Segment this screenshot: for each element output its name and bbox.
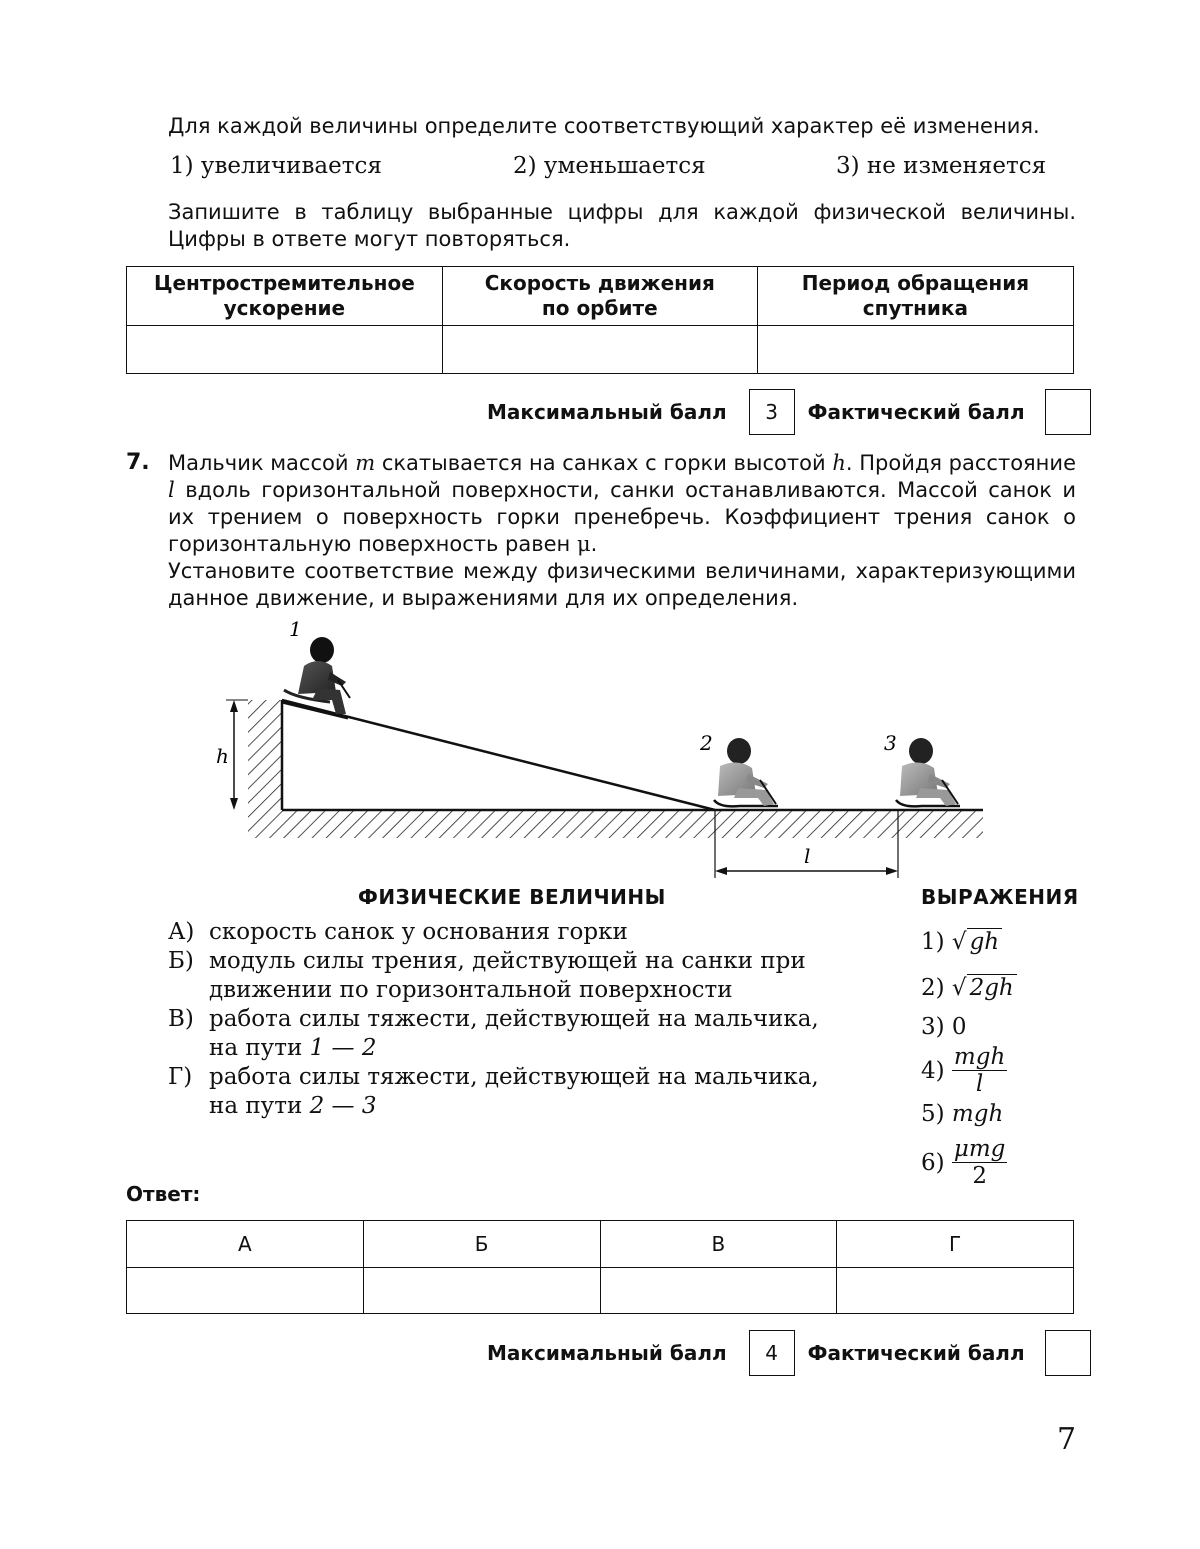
quantities-header: ФИЗИЧЕСКИЕ ВЕЛИЧИНЫ xyxy=(358,885,666,909)
answer-cell-v[interactable] xyxy=(600,1268,837,1314)
expression-5: 5) mgh xyxy=(921,1101,1004,1127)
quantity-b: Б) модуль силы трения, действующей на санки при движении по горизонтальной поверхности xyxy=(168,948,806,1003)
answer-label: Ответ: xyxy=(126,1182,201,1206)
position-2-label: 2 xyxy=(700,731,713,755)
table-instruction: Запишите в таблицу выбранные цифры для каждой физической величины. Цифры в ответе могут повторяться. xyxy=(168,200,1076,251)
max-score-label: Максимальный балл xyxy=(487,1341,727,1365)
expressions-header: ВЫРАЖЕНИЯ xyxy=(921,885,1079,909)
quantity-a: А) скорость санок у основания горки xyxy=(168,919,628,945)
header-v: В xyxy=(600,1221,837,1268)
answer-cell-orbital-speed[interactable] xyxy=(442,326,757,374)
expression-4: 4) $\frac{\text{mgh}}{l}$ xyxy=(921,1044,1006,1097)
expression-6: 6) $\frac{\text{μmg}}{2}$ xyxy=(921,1136,1006,1189)
distance-label: l xyxy=(804,844,811,868)
intro-line: Для каждой величины определите соответствующий характер её изменения. xyxy=(168,114,1040,138)
max-score-box: 3 xyxy=(749,389,795,435)
option-increases: 1) увеличивается xyxy=(170,153,382,179)
quantity-g: Г) работа силы тяжести, действующей на мальчика, на пути 2 — 3 xyxy=(168,1064,819,1119)
score-row-task6 xyxy=(487,389,1091,435)
actual-score-box[interactable] xyxy=(1045,1330,1091,1376)
max-score-label: Максимальный балл xyxy=(487,400,727,424)
position-1-label: 1 xyxy=(289,617,302,641)
max-score-box: 4 xyxy=(749,1330,795,1376)
expression-2: 2) √ 2gh xyxy=(921,974,1017,1001)
answer-cell-orbital-period[interactable] xyxy=(757,326,1073,374)
header-g: Г xyxy=(837,1221,1074,1268)
sledder-position-3 xyxy=(896,738,960,806)
answer-cell-g[interactable] xyxy=(837,1268,1074,1314)
position-3-label: 3 xyxy=(884,731,897,755)
header-centripetal-acceleration: Центростремительное ускорение xyxy=(127,267,443,326)
score-row-task7 xyxy=(487,1330,1091,1376)
expression-1: 1) √ gh xyxy=(921,928,1002,955)
sled-diagram xyxy=(200,610,1000,880)
task-number: 7. xyxy=(126,450,150,475)
task7-instruction: Установите соответствие между физическими величинами, характеризующими данное движение, и выражениями для их определения. xyxy=(168,559,1076,610)
task7-statement: Мальчик массой m скатывается на санках с горки высотой h. Пройдя расстояние l вдоль горизонтальной поверхности, санки останавливаются. Массой санок и их трением о поверхность горки пренебречь. Коэффициент трения санок о горизонтальную поверхность равен μ. xyxy=(168,451,1076,556)
header-b: Б xyxy=(363,1221,600,1268)
sledder-position-1 xyxy=(282,637,350,718)
actual-score-label: Фактический балл xyxy=(807,1341,1025,1365)
header-a: А xyxy=(127,1221,364,1268)
sledder-position-2 xyxy=(714,738,778,806)
option-decreases: 2) уменьшается xyxy=(513,153,706,179)
answer-cell-a[interactable] xyxy=(127,1268,364,1314)
actual-score-box[interactable] xyxy=(1045,389,1091,435)
answer-table-task7 xyxy=(126,1220,1074,1314)
expression-3: 3) 0 xyxy=(921,1014,967,1040)
header-orbital-period: Период обращения спутника xyxy=(757,267,1073,326)
quantities-list xyxy=(168,918,868,1121)
height-label: h xyxy=(216,744,229,768)
quantity-v: В) работа силы тяжести, действующей на мальчика, на пути 1 — 2 xyxy=(168,1006,819,1061)
answer-table-task6 xyxy=(126,266,1074,374)
ground-hatching xyxy=(248,810,983,838)
page-number: 7 xyxy=(1057,1422,1077,1457)
wall-hatching xyxy=(248,700,282,810)
header-orbital-speed: Скорость движения по орбите xyxy=(442,267,757,326)
option-unchanged: 3) не изменяется xyxy=(836,153,1047,179)
answer-cell-centripetal-acceleration[interactable] xyxy=(127,326,443,374)
actual-score-label: Фактический балл xyxy=(807,400,1025,424)
answer-cell-b[interactable] xyxy=(363,1268,600,1314)
